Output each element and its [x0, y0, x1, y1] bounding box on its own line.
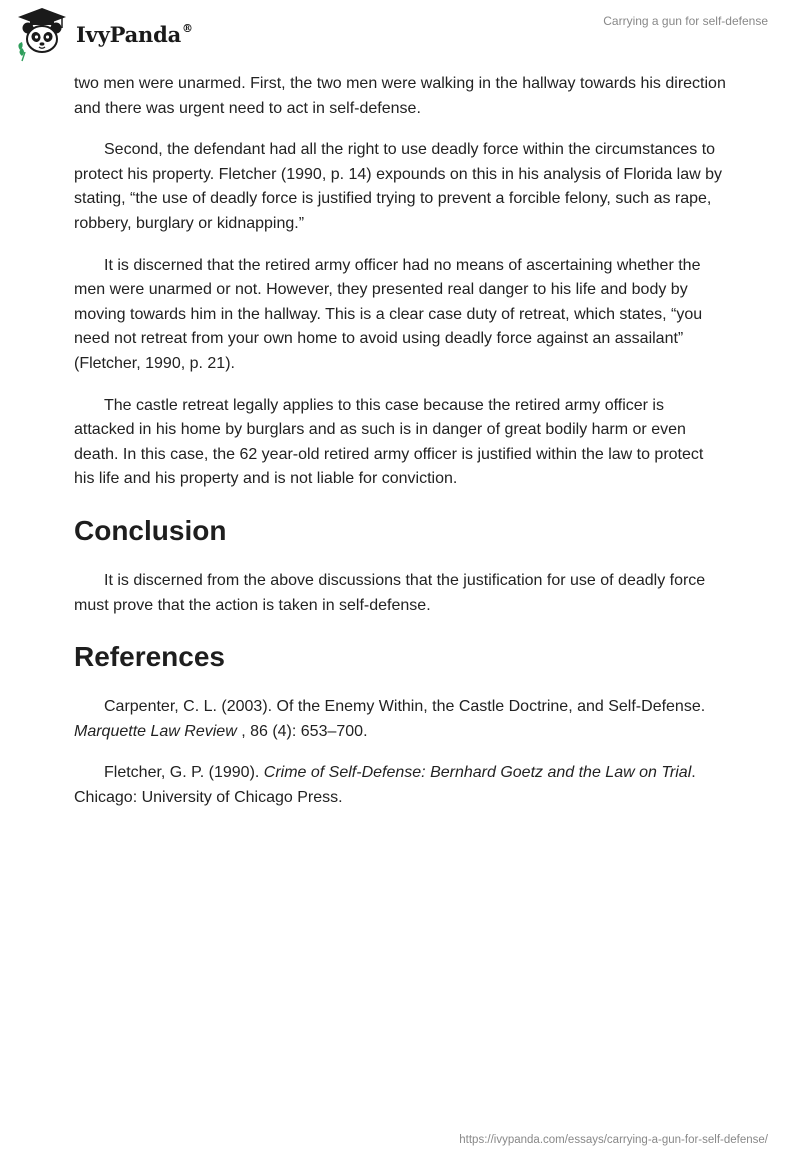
panda-graduate-logo-icon [14, 6, 70, 62]
page-header [0, 0, 800, 70]
references-heading: References [74, 641, 225, 673]
paragraph-second-point: Second, the defendant had all the right to use deadly force within the circumstances to protect his property. Fletcher (1990, p. 14) expounds on this in his analysis of Florida law by stating, “the use of deadly force is justified trying to prevent a forcible felony, such as rape, robbery, burglary or kidnapping.” [74, 141, 723, 232]
paragraph-retreat-duty: It is discerned that the retired army officer had no means of ascertaining whether the men were unarmed or not. However, they presented real danger to his life and body by moving towards him in the hallway. This is a clear case duty of retreat, which states, “you need not retreat from your own home to avoid using deadly force against an assailant” (Fletcher, 1990, p. 21). [74, 256, 703, 372]
paragraph-continuation: two men were unarmed. First, the two men were walking in the hallway towards his direction and there was urgent need to act in self-defense. [74, 75, 726, 117]
reference-journal-title: Marquette Law Review [74, 722, 237, 740]
registered-mark: ® [182, 21, 193, 35]
reference-book-title: Crime of Self-Defense: Bernhard Goetz and the Law on Trial [263, 764, 692, 782]
essay-content [74, 72, 728, 827]
paragraph-castle-retreat: The castle retreat legally applies to this case because the retired army officer is attacked in his home by burglars and as such is in danger of great bodily harm or even death. In this case, the 62 year-old retired army officer is justified within the law to protect his life and his property and is not liable for conviction. [74, 396, 704, 488]
document-title: Carrying a gun for self-defense [603, 14, 768, 28]
reference-details: . Chicago: University of Chicago Press. [74, 764, 696, 806]
source-url-link[interactable]: https://ivypanda.com/essays/carrying-a-gun-for-self-defense/ [459, 1134, 768, 1146]
conclusion-heading: Conclusion [74, 514, 227, 546]
ivypanda-logo[interactable] [14, 6, 193, 62]
logo-wordmark: IvyPanda® [76, 21, 193, 47]
conclusion-paragraph: It is discerned from the above discussions that the justification for use of deadly force must prove that the action is taken in self-defense. [74, 571, 706, 614]
reference-item [74, 761, 728, 810]
reference-details: , 86 (4): 653–700. [236, 722, 368, 740]
reference-item [74, 695, 728, 744]
reference-text: Carpenter, C. L. (2003). Of the Enemy Within, the Castle Doctrine, and Self-Defense. [104, 698, 706, 716]
reference-text: Fletcher, G. P. (1990). [104, 764, 264, 782]
